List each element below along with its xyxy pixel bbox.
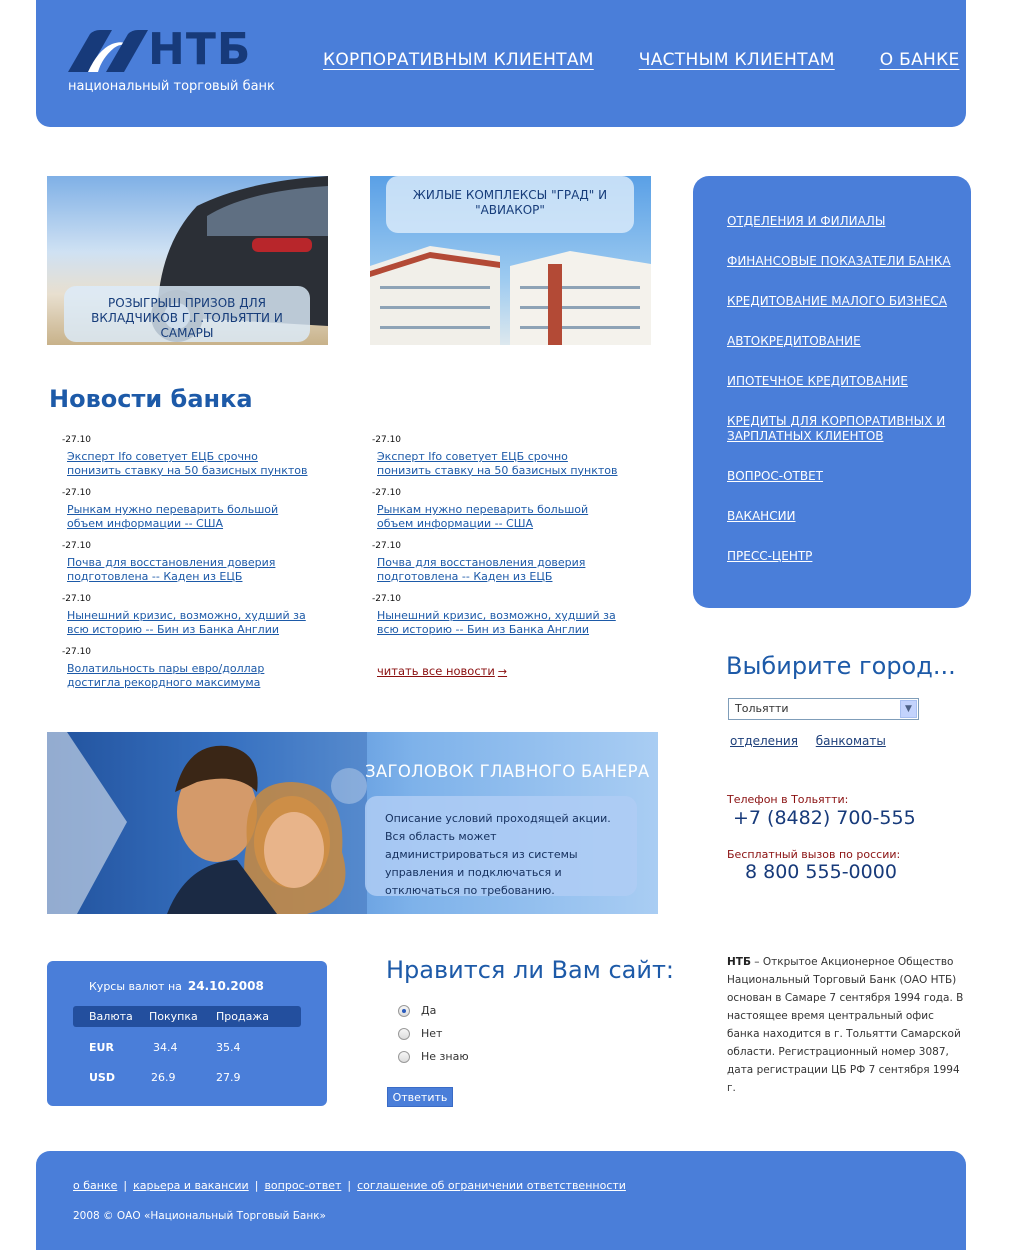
news-item	[372, 540, 622, 593]
sidebar-item-financial-indicators[interactable]: ФИНАНСОВЫЕ ПОКАЗАТЕЛИ БАНКА	[727, 254, 951, 268]
nav-about-bank[interactable]: О БАНКЕ	[879, 50, 960, 70]
sidebar-menu	[693, 176, 971, 608]
poll-option-label: Да	[421, 1004, 437, 1017]
banner-decoration-icon	[329, 766, 369, 806]
main-banner[interactable]	[47, 732, 658, 914]
news-date: -27.10	[372, 541, 402, 551]
free-call-label: Бесплатный вызов по россии:	[727, 848, 901, 861]
nav-private-clients[interactable]: ЧАСТНЫМ КЛИЕНТАМ	[638, 50, 835, 70]
top-navigation	[323, 50, 960, 70]
news-date: -27.10	[62, 647, 92, 657]
phone-label: Телефон в Тольятти:	[727, 793, 849, 806]
branches-link[interactable]: отделения	[730, 734, 798, 748]
news-link[interactable]: Нынешний кризис, возможно, худший за всю историю -- Бин из Банка Англии	[67, 609, 306, 636]
radio-icon[interactable]	[398, 1051, 410, 1063]
news-link[interactable]: Эксперт Ifo советует ЕЦБ срочно понизить ставку на 50 базисных пунктов	[377, 450, 618, 477]
rates-table-header	[73, 1006, 301, 1027]
radio-icon[interactable]	[398, 1028, 410, 1040]
promo-caption: РОЗЫГРЫШ ПРИЗОВ ДЛЯ ВКЛАДЧИКОВ Г.Г.ТОЛЬЯТТИ И САМАРЫ	[64, 286, 310, 342]
radio-checked-icon[interactable]	[398, 1005, 410, 1017]
news-column-left	[62, 434, 312, 699]
arrow-right-icon: →	[497, 665, 508, 678]
sidebar-item-branches[interactable]: ОТДЕЛЕНИЯ И ФИЛИАЛЫ	[727, 214, 886, 228]
atms-link[interactable]: банкоматы	[815, 734, 886, 748]
logo-mark-icon	[68, 30, 148, 74]
poll-option-label: Нет	[421, 1027, 443, 1040]
column-buy: Покупка	[149, 1010, 198, 1023]
sell-rate: 35.4	[216, 1041, 241, 1054]
read-all-news-link[interactable]	[377, 664, 507, 678]
news-link[interactable]: Волатильность пары евро/доллар достигла рекордного максимума	[67, 662, 265, 689]
news-link[interactable]: Рынкам нужно переварить большой объем информации -- США	[377, 503, 589, 530]
footer-link-about[interactable]: о банке	[73, 1179, 118, 1192]
footer	[36, 1151, 966, 1250]
footer-link-faq[interactable]: вопрос-ответ	[264, 1179, 342, 1192]
news-title: Новости банка	[49, 385, 253, 413]
news-date: -27.10	[62, 541, 92, 551]
promo-prize-draw[interactable]	[47, 176, 328, 345]
news-item	[62, 540, 312, 593]
couple-photo-icon	[47, 732, 367, 914]
footer-link-careers[interactable]: карьера и вакансии	[133, 1179, 249, 1192]
news-item	[372, 434, 622, 487]
buy-rate: 34.4	[153, 1041, 178, 1054]
about-bank-name: НТБ	[727, 956, 751, 968]
news-date: -27.10	[62, 435, 92, 445]
news-column-right	[372, 434, 622, 646]
poll-option-dont-know[interactable]	[398, 1050, 469, 1063]
news-item	[372, 593, 622, 646]
news-date: -27.10	[372, 435, 402, 445]
sidebar-item-corporate-loans[interactable]: КРЕДИТЫ ДЛЯ КОРПОРАТИВНЫХ И ЗАРПЛАТНЫХ КЛИЕНТОВ	[727, 414, 946, 443]
city-select[interactable]	[728, 698, 919, 720]
city-title: Выбирите город...	[726, 652, 956, 680]
news-item	[62, 593, 312, 646]
banner-title: ЗАГОЛОВОК ГЛАВНОГО БАНЕРА	[365, 762, 650, 781]
logo-subtitle: национальный торговый банк	[68, 79, 275, 94]
read-all-label: читать все новости	[377, 664, 495, 678]
news-link[interactable]: Рынкам нужно переварить большой объем информации -- США	[67, 503, 279, 530]
news-link[interactable]: Нынешний кризис, возможно, худший за всю историю -- Бин из Банка Англии	[377, 609, 616, 636]
nav-corporate-clients[interactable]: КОРПОРАТИВНЫМ КЛИЕНТАМ	[323, 50, 594, 70]
news-date: -27.10	[372, 488, 402, 498]
sell-rate: 27.9	[216, 1071, 241, 1084]
copyright: 2008 © ОАО «Национальный Торговый Банк»	[73, 1210, 326, 1222]
sidebar-item-mortgage[interactable]: ИПОТЕЧНОЕ КРЕДИТОВАНИЕ	[727, 374, 908, 388]
news-link[interactable]: Почва для восстановления доверия подготовлена -- Каден из ЕЦБ	[377, 556, 586, 583]
promo-residential-complexes[interactable]	[370, 176, 651, 345]
footer-separator: |	[254, 1179, 259, 1192]
news-date: -27.10	[62, 594, 92, 604]
footer-separator: |	[347, 1179, 352, 1192]
phone-number: +7 (8482) 700-555	[733, 807, 916, 829]
news-date: -27.10	[62, 488, 92, 498]
sidebar-item-press-center[interactable]: ПРЕСС-ЦЕНТР	[727, 549, 813, 563]
about-bank-description: – Открытое Акционерное Общество Национальный Торговый Банк (ОАО НТБ) основан в Самаре 7 сентября 1994 года. В настоящее время центральный офис банка находится в г. Тольятти Самарской области. Регистрационный номер 3087, дата регистрации ЦБ РФ 7 сентября 1994 г.	[727, 956, 964, 1094]
news-item	[372, 487, 622, 540]
poll-option-label: Не знаю	[421, 1050, 469, 1063]
city-links	[730, 734, 900, 748]
header	[36, 0, 966, 127]
news-item	[62, 434, 312, 487]
banner-description: Описание условий проходящей акции. Вся область может администрироваться из системы управления и подключаться и отключаться по требованию.	[365, 796, 637, 896]
free-call-number: 8 800 555-0000	[745, 861, 897, 883]
poll-title: Нравится ли Вам сайт:	[386, 956, 675, 984]
news-item	[62, 646, 312, 699]
logo[interactable]	[68, 24, 275, 100]
logo-text: НТБ	[148, 24, 252, 75]
rates-label: Курсы валют на	[89, 980, 182, 993]
city-selected-value: Тольятти	[735, 702, 789, 715]
poll-option-no[interactable]	[398, 1027, 442, 1040]
news-date: -27.10	[372, 594, 402, 604]
news-item	[62, 487, 312, 540]
table-row	[73, 1067, 301, 1087]
news-link[interactable]: Эксперт Ifo советует ЕЦБ срочно понизить ставку на 50 базисных пунктов	[67, 450, 308, 477]
column-sell: Продажа	[216, 1010, 269, 1023]
sidebar-item-small-business-loans[interactable]: КРЕДИТОВАНИЕ МАЛОГО БИЗНЕСА	[727, 294, 948, 308]
buy-rate: 26.9	[151, 1071, 176, 1084]
news-link[interactable]: Почва для восстановления доверия подготовлена -- Каден из ЕЦБ	[67, 556, 276, 583]
footer-link-disclaimer[interactable]: соглашение об ограничении ответственности	[357, 1179, 626, 1192]
footer-links	[73, 1179, 626, 1192]
sidebar-item-faq[interactable]: ВОПРОС-ОТВЕТ	[727, 469, 824, 483]
currency-rates	[47, 961, 327, 1106]
sidebar-item-car-loans[interactable]: АВТОКРЕДИТОВАНИЕ	[727, 334, 861, 348]
currency-code: EUR	[89, 1041, 114, 1054]
poll-option-yes[interactable]	[398, 1004, 436, 1017]
currency-code: USD	[89, 1071, 115, 1084]
column-currency: Валюта	[89, 1010, 133, 1023]
table-row	[73, 1037, 301, 1057]
sidebar-item-vacancies[interactable]: ВАКАНСИИ	[727, 509, 796, 523]
chevron-down-icon[interactable]: ▼	[900, 700, 917, 718]
poll-submit-button[interactable]: Ответить	[387, 1087, 453, 1107]
about-bank-text	[727, 953, 967, 1097]
footer-separator: |	[123, 1179, 128, 1192]
rates-heading	[89, 979, 264, 993]
promo-caption: ЖИЛЫЕ КОМПЛЕКСЫ "ГРАД" И "АВИАКОР"	[386, 176, 634, 233]
rates-date: 24.10.2008	[187, 979, 264, 993]
